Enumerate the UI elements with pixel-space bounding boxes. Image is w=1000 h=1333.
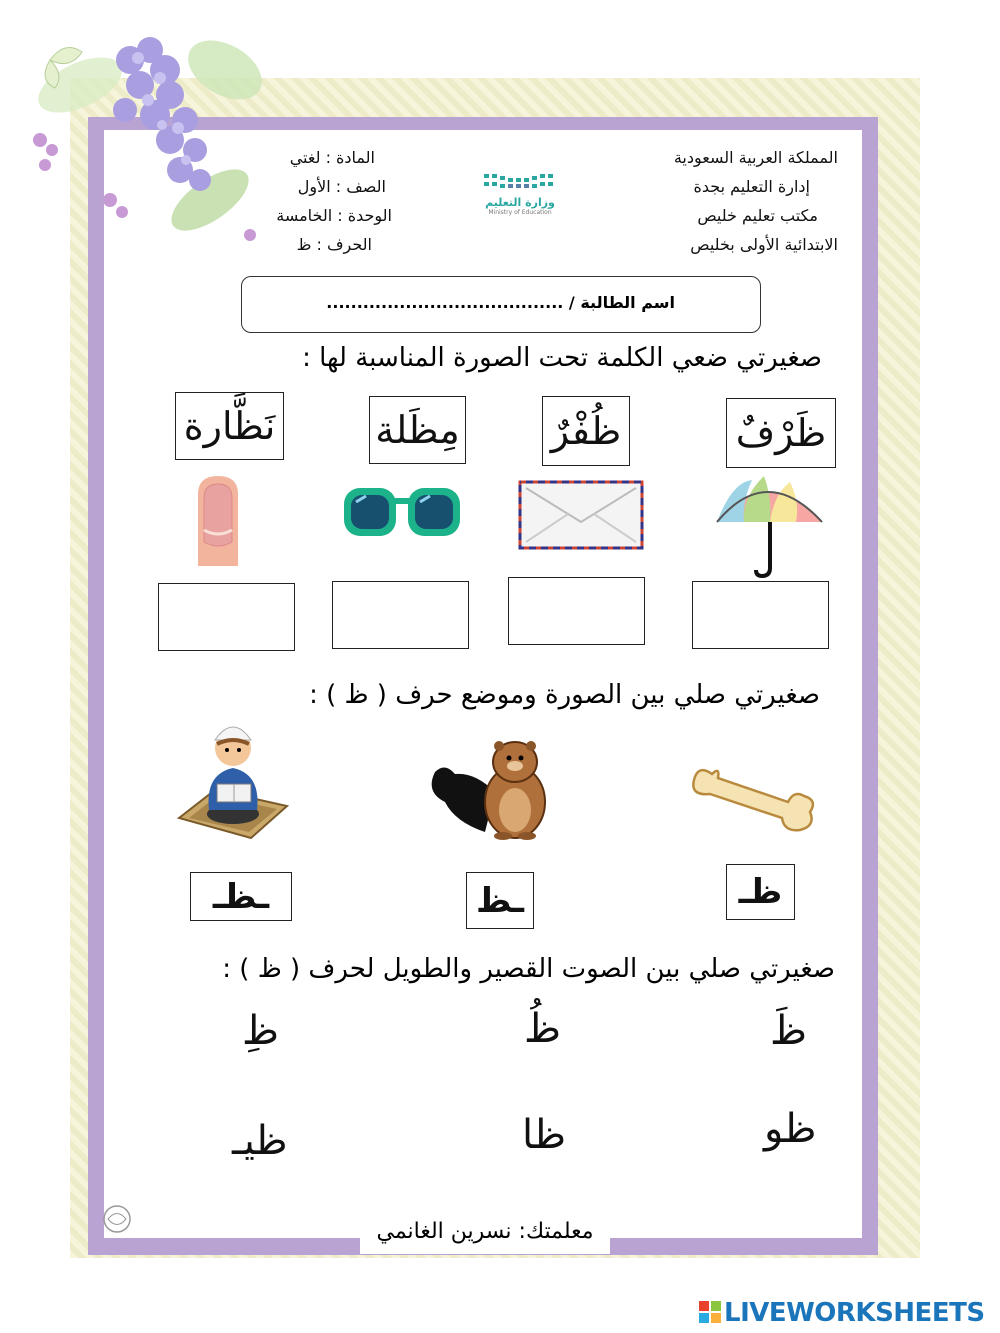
short-vowel-kasra[interactable]: ظِ — [242, 1008, 279, 1054]
long-vowel-waw[interactable]: ظو — [764, 1106, 817, 1152]
letter-card-medial[interactable]: ـظـ — [190, 872, 292, 921]
short-vowel-damma[interactable]: ظُ — [524, 1006, 561, 1052]
header-subject: المادة : لغتي — [289, 148, 375, 167]
answer-box-fingernail[interactable] — [158, 583, 295, 651]
ornament-icon — [98, 1200, 136, 1238]
long-vowel-alif[interactable]: ظا — [522, 1112, 567, 1158]
header-kingdom: المملكة العربية السعودية — [673, 148, 838, 167]
student-name-box[interactable] — [241, 276, 761, 333]
ministry-of-education-logo — [480, 170, 560, 220]
groundhog-image — [425, 732, 549, 840]
boy-reading-quran-image — [175, 714, 291, 840]
letter-card-final[interactable]: ـظ — [466, 872, 534, 929]
lilac-flowers-decoration — [10, 0, 280, 250]
envelope-image — [518, 480, 644, 550]
fingernail-image — [192, 472, 244, 567]
section3-instruction: صغيرتي صلي بين الصوت القصير والطويل لحرف ( ظ ) : — [222, 954, 835, 984]
liveworksheets-brand-text: LIVEWORKSHEETS — [724, 1298, 985, 1328]
bone-image — [690, 760, 818, 835]
header-letter: الحرف : ظ — [296, 235, 372, 254]
sunglasses-image — [340, 480, 464, 546]
word-card-nazzara[interactable]: نَظَّارة — [175, 392, 284, 460]
section2-instruction: صغيرتي صلي بين الصورة وموضع حرف ( ظ ) : — [309, 680, 820, 710]
answer-box-umbrella[interactable] — [692, 581, 829, 649]
header-grade: الصف : الأول — [297, 177, 386, 196]
header-unit: الوحدة : الخامسة — [276, 206, 392, 225]
ministry-logo-english: Ministry of Education — [488, 209, 552, 216]
section1-instruction: صغيرتي ضعي الكلمة تحت الصورة المناسبة لها : — [302, 343, 822, 373]
long-vowel-ya[interactable]: ظيـ — [232, 1118, 288, 1164]
word-card-mizalla[interactable]: مِظَلة — [369, 396, 466, 464]
student-name-label: اسم الطالبة / ....................................... — [326, 293, 675, 312]
liveworksheets-logo[interactable] — [698, 1298, 985, 1328]
umbrella-image — [712, 472, 827, 580]
ministry-logo-dots-icon — [480, 170, 560, 192]
header-office: مكتب تعليم خليص — [697, 206, 818, 225]
short-vowel-fatha[interactable]: ظَ — [770, 1008, 807, 1054]
word-card-zufr[interactable]: ظُفْرٌ — [542, 396, 630, 466]
header-school: الابتدائية الأولى بخليص — [690, 235, 838, 254]
word-card-zarf[interactable]: ظَرْفٌ — [726, 398, 836, 468]
answer-box-sunglasses[interactable] — [332, 581, 469, 649]
letter-card-initial[interactable]: ظـ — [726, 864, 795, 920]
liveworksheets-logo-icon — [698, 1300, 722, 1324]
answer-box-envelope[interactable] — [508, 577, 645, 645]
ministry-logo-arabic: وزارة التعليم — [485, 196, 555, 209]
teacher-name: معلمتك: نسرين الغانمي — [360, 1208, 610, 1254]
header-education-admin: إدارة التعليم بجدة — [693, 177, 810, 196]
